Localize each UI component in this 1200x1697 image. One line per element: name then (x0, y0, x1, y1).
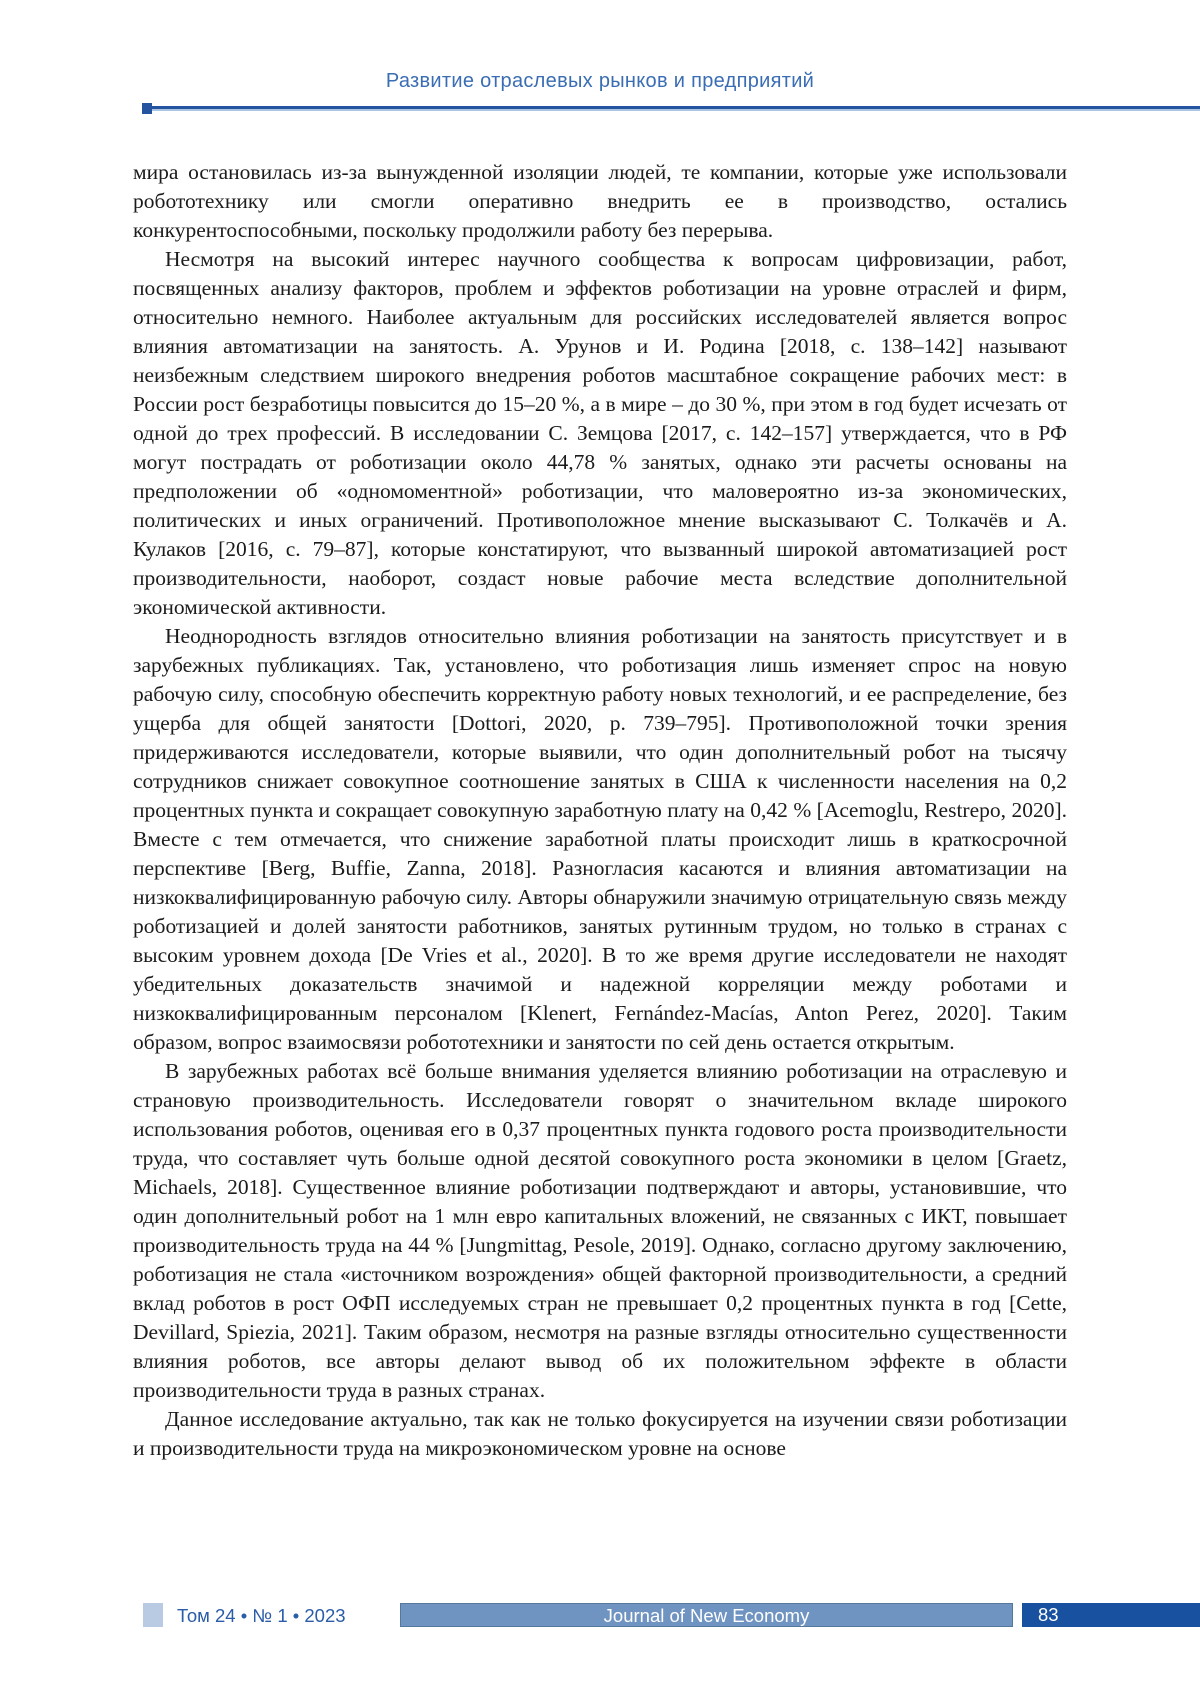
rule-square-marker (142, 103, 152, 114)
running-head-title: Развитие отраслевых рынков и предприятий (385, 70, 815, 92)
paragraph: Несмотря на высокий интерес научного сообщества к вопросам цифровизации, работ, посвященных анализу факторов, проблем и эффектов роботизации на уровне отраслей и фирм, относительно немного. Наиболее актуальным для российских исследователей является вопрос влияния автоматизации на занятость. А. Урунов и И. Родина [2018, с. 138–142] называют неизбежным следствием широкого внедрения роботов масштабное сокращение рабочих мест: в России рост безработицы повысится до 15–20 %, а в мире – до 30 %, при этом в год будет исчезать от одной до трех профессий. В исследовании С. Земцова [2017, с. 142–157] утверждается, что в РФ могут пострадать от роботизации около 44,78 % занятых, однако эти расчеты основаны на предположении об «одномоментной» роботизации, что маловероятно из-за экономических, политических и иных ограничений. Противоположное мнение высказывают С. Толкачёв и А. Кулаков [2016, с. 79–87], которые констатируют, что вызванный широкой автоматизацией рост производительности, наоборот, создаст новые рабочие места вследствие дополнительной экономической активности. (133, 247, 1067, 619)
paragraph-continuation: мира остановилась из-за вынужденной изоляции людей, те компании, которые уже использовали робототехнику или смогли оперативно внедрить ее в производство, остались конкурентоспособными, поскольку продолжили работу без перерыва. (133, 160, 1067, 242)
page-number-box (1022, 1603, 1200, 1627)
paragraph: Неоднородность взглядов относительно влияния роботизации на занятость присутствует и в зарубежных публикациях. Так, установлено, что роботизация лишь изменяет спрос на новую рабочую силу, способную обеспечить корректную работу новых технологий, и ее распределение, без ущерба для общей занятости [Dottori, 2020, p. 739–795]. Противоположной точки зрения придерживаются исследователи, которые выявили, что один дополнительный робот на тысячу сотрудников снижает совокупное соотношение занятых в США к численности населения на 0,2 процентных пункта и сокращает совокупную заработную плату на 0,42 % [Acemoglu, Restrepo, 2020]. Вместе с тем отмечается, что снижение заработной платы происходит лишь в краткосрочной перспективе [Berg, Buffie, Zanna, 2018]. Разногласия касаются и влияния автоматизации на низкоквалифицированную рабочую силу. Авторы обнаружили значимую отрицательную связь между роботизацией и долей занятости работников, занятых рутинным трудом, но только в странах с высоким уровнем дохода [De Vries et al., 2020]. В то же время другие исследователи не находят убедительных доказательств значимой и надежной корреляции между роботами и низкоквалифицированным персоналом [Klenert, Fernández-Macías, Anton Perez, 2020]. Таким образом, вопрос взаимосвязи робототехники и занятости по сей день остается открытым. (133, 624, 1067, 1054)
volume-issue-label: Том 24 • № 1 • 2023 (177, 1605, 346, 1626)
article-body (133, 158, 1067, 1463)
journal-name-label: Journal of New Economy (603, 1605, 810, 1626)
footer-square-marker (143, 1603, 163, 1627)
paragraph: Данное исследование актуально, так как не только фокусируется на изучении связи роботизации и производительности труда на микроэкономическом уровне на основе (133, 1407, 1067, 1460)
header-rule (142, 106, 1200, 111)
journal-name-bar (400, 1603, 1013, 1627)
rule-line (142, 106, 1200, 111)
page-number: 83 (1038, 1604, 1059, 1625)
paragraph: В зарубежных работах всё больше внимания уделяется влиянию роботизации на отраслевую и страновую производительность. Исследователи говорят о значительном вкладе широкого использования роботов, оценивая его в 0,37 процентных пункта годового роста производительности труда, что составляет чуть больше одной десятой совокупного роста экономики в целом [Graetz, Michaels, 2018]. Существенное влияние роботизации подтверждают и авторы, установившие, что один дополнительный робот на 1 млн евро капитальных вложений, не связанных с ИКТ, повышает производительность труда на 44 % [Jungmittag, Pesole, 2019]. Однако, согласно другому заключению, роботизация не стала «источником возрождения» общей факторной производительности, а средний вклад роботов в рост ОФП исследуемых стран не превышает 0,2 процентных пункта в год [Cette, Devillard, Spiezia, 2021]. Таким образом, несмотря на разные взгляды относительно существенности влияния роботов, все авторы делают вывод об их положительном эффекте в области производительности труда в разных странах. (133, 1059, 1067, 1402)
